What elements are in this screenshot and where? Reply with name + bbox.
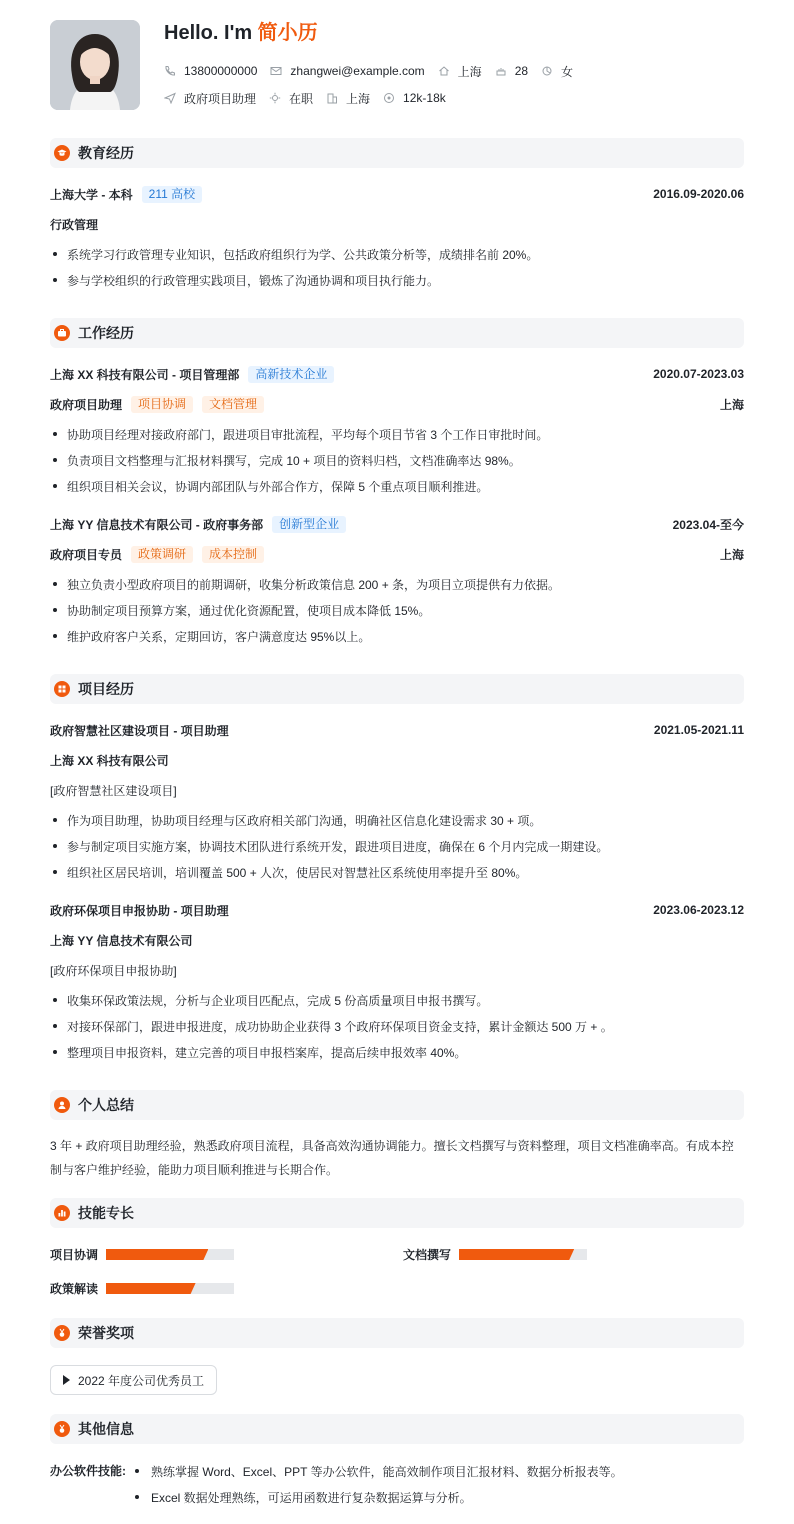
summary-text [50, 1134, 744, 1182]
office-skills-label: 办公软件技能: [50, 1464, 126, 1478]
summary-line: 3 年 + 政府项目助理经验，熟悉政府项目流程，具备高效沟通协调能力。擅长文档撰写与资料整理，项目文档准确率高。有成本控 [50, 1139, 734, 1153]
gender-item [541, 63, 573, 80]
job-role: 政府项目助理 [50, 397, 123, 412]
project-label: [政府环保项目申报协助] [50, 963, 177, 978]
list-item: 负责项目文档整理与汇报材料撰写，完成 10 + 项目的资料归档，文档准确率达 98%。 [50, 451, 744, 469]
project-header [50, 721, 744, 739]
role-tag: 文档管理 [202, 396, 264, 413]
play-icon [63, 1375, 70, 1385]
medal-icon [54, 1421, 70, 1437]
medal-icon [54, 1325, 70, 1341]
age-item [495, 64, 528, 78]
status-text: 在职 [289, 91, 314, 106]
job-header [50, 515, 744, 533]
role-tag: 成本控制 [202, 546, 264, 563]
list-item: 参与制定项目实施方案，协调技术团队进行系统开发，跟进项目进度，确保在 6 个月内完成一期建设。 [50, 837, 744, 855]
gender-icon [541, 65, 553, 77]
section-title: 个人总结 [78, 1097, 134, 1113]
phone-icon [164, 65, 176, 77]
intent-row [164, 89, 459, 107]
list-item: 对接环保部门，跟进申报进度，成功协助企业获得 3 个政府环保项目资金支持，累计金额达 500 万 + 。 [50, 1017, 744, 1035]
project-header [50, 901, 744, 919]
job-role: 政府项目专员 [50, 547, 123, 562]
contact-row [164, 62, 586, 80]
project-name: 政府智慧社区建设项目 - 项目助理 [50, 723, 229, 738]
education-dates: 2016.09-2020.06 [653, 187, 744, 201]
role-tag: 项目协调 [131, 396, 193, 413]
email-item [270, 64, 424, 78]
section-skills [50, 1198, 744, 1228]
section-awards [50, 1318, 744, 1348]
project-label: [政府智慧社区建设项目] [50, 783, 177, 798]
target-city-text: 上海 [346, 91, 371, 106]
list-item: 熟练掌握 Word、Excel、PPT 等办公软件，能高效制作项目汇报材料、数据分析报表等。 [135, 1462, 623, 1480]
project-company-line [50, 931, 744, 949]
home-icon [438, 65, 450, 77]
list-item: 组织社区居民培训，培训覆盖 500 + 人次，使居民对智慧社区系统使用率提升至 80%。 [50, 863, 744, 881]
target-job-text: 政府项目助理 [184, 91, 257, 106]
section-other [50, 1414, 744, 1444]
mail-icon [270, 65, 282, 77]
major-name: 行政管理 [50, 217, 99, 232]
project-dates: 2021.05-2021.11 [653, 723, 744, 737]
section-title: 工作经历 [78, 325, 134, 341]
skill-bar-fill [106, 1283, 196, 1294]
section-summary [50, 1090, 744, 1120]
candidate-name: 简小历 [257, 22, 318, 44]
send-icon [164, 92, 176, 104]
project-label-line [50, 961, 744, 979]
age-text: 28 [514, 64, 529, 78]
building-icon [326, 92, 338, 104]
target-city-item [326, 90, 370, 107]
skill-name: 文档撰写 [403, 1247, 452, 1262]
education-header [50, 185, 744, 203]
role-tag: 政策调研 [131, 546, 193, 563]
job-dates: 2023.04-至今 [672, 517, 744, 532]
section-title: 项目经历 [78, 681, 134, 697]
company-name: 上海 YY 信息技术有限公司 - 政府事务部 [50, 517, 264, 532]
project-company-line [50, 751, 744, 769]
target-job-item [164, 90, 256, 107]
skill-bar [106, 1249, 234, 1260]
major-line [50, 215, 744, 233]
job-location: 上海 [719, 397, 744, 412]
skill-bar [459, 1249, 587, 1260]
city-text: 上海 [457, 64, 482, 79]
list-item: 系统学习行政管理专业知识，包括政府组织行为学、公共政策分析等，成绩排名前 20%。 [50, 245, 744, 263]
list-item: 组织项目相关会议，协调内部团队与外部合作方，保障 5 个重点项目顺利推进。 [50, 477, 744, 495]
job-location: 上海 [719, 547, 744, 562]
user-icon [54, 1097, 70, 1113]
bar-chart-icon [54, 1205, 70, 1221]
skill-bar [106, 1283, 234, 1294]
phone-item [164, 64, 257, 78]
section-title: 教育经历 [78, 145, 134, 161]
sun-icon [269, 92, 281, 104]
greeting-title: Hello. I'm 简小历 [164, 22, 318, 44]
section-education [50, 138, 744, 168]
list-item: Excel 数据处理熟练，可运用函数进行复杂数据运算与分析。 [135, 1488, 472, 1506]
profile-header [50, 20, 744, 110]
cake-icon [495, 65, 507, 77]
list-item: 收集环保政策法规，分析与企业项目匹配点，完成 5 份高质量项目申报书撰写。 [50, 991, 744, 1009]
skill-item [403, 1245, 451, 1263]
school-tag: 211 高校 [142, 186, 202, 203]
skill-item [50, 1279, 98, 1297]
company-tag: 高新技术企业 [248, 366, 334, 383]
list-item: 维护政府客户关系，定期回访，客户满意度达 95%以上。 [50, 627, 744, 645]
avatar [50, 20, 140, 110]
project-label-line [50, 781, 744, 799]
project-company: 上海 XX 科技有限公司 [50, 753, 169, 768]
graduation-cap-icon [54, 145, 70, 161]
section-projects [50, 674, 744, 704]
list-item: 参与学校组织的行政管理实践项目，锻炼了沟通协调和项目执行能力。 [50, 271, 744, 289]
section-work [50, 318, 744, 348]
job-header [50, 365, 744, 383]
list-item: 作为项目助理，协助项目经理与区政府相关部门沟通，明确社区信息化建设需求 30 + 项。 [50, 811, 744, 829]
salary-text: 12k-18k [403, 91, 446, 105]
list-item: 协助制定项目预算方案，通过优化资源配置，使项目成本降低 15%。 [50, 601, 744, 619]
company-tag: 创新型企业 [272, 516, 346, 533]
skill-name: 项目协调 [50, 1247, 99, 1262]
job-dates: 2020.07-2023.03 [653, 367, 744, 381]
section-title: 荣誉奖项 [78, 1325, 134, 1341]
city-item [438, 63, 482, 80]
coin-icon [383, 92, 395, 104]
list-item: 独立负责小型政府项目的前期调研，收集分析政策信息 200 + 条，为项目立项提供有力依据。 [50, 575, 744, 593]
skill-name: 政策解读 [50, 1281, 99, 1296]
project-name: 政府环保项目申报协助 - 项目助理 [50, 903, 229, 918]
phone-text: 13800000000 [184, 64, 258, 78]
salary-item [383, 91, 446, 105]
briefcase-icon [54, 325, 70, 341]
skill-item [50, 1245, 98, 1263]
company-name: 上海 XX 科技有限公司 - 项目管理部 [50, 367, 240, 382]
job-role-line [50, 395, 744, 413]
project-company: 上海 YY 信息技术有限公司 [50, 933, 193, 948]
summary-line: 制与客户维护经验，能助力项目顺利推进与长期合作。 [50, 1163, 339, 1177]
email-text: zhangwei@example.com [290, 64, 425, 78]
grid-icon [54, 681, 70, 697]
job-role-line [50, 545, 744, 563]
award-item[interactable] [50, 1365, 217, 1395]
school-name: 上海大学 - 本科 [50, 187, 133, 202]
section-title: 技能专长 [78, 1205, 134, 1221]
list-item: 整理项目申报资料，建立完善的项目申报档案库，提高后续申报效率 40%。 [50, 1043, 744, 1061]
skill-bar-fill [106, 1249, 208, 1260]
skill-bar-fill [459, 1249, 574, 1260]
award-text: 2022 年度公司优秀员工 [78, 1373, 205, 1388]
status-item [269, 90, 313, 107]
gender-text: 女 [561, 64, 574, 79]
project-dates: 2023.06-2023.12 [653, 903, 744, 917]
section-title: 其他信息 [78, 1421, 134, 1437]
list-item: 协助项目经理对接政府部门，跟进项目审批流程，平均每个项目节省 3 个工作日审批时间。 [50, 425, 744, 443]
